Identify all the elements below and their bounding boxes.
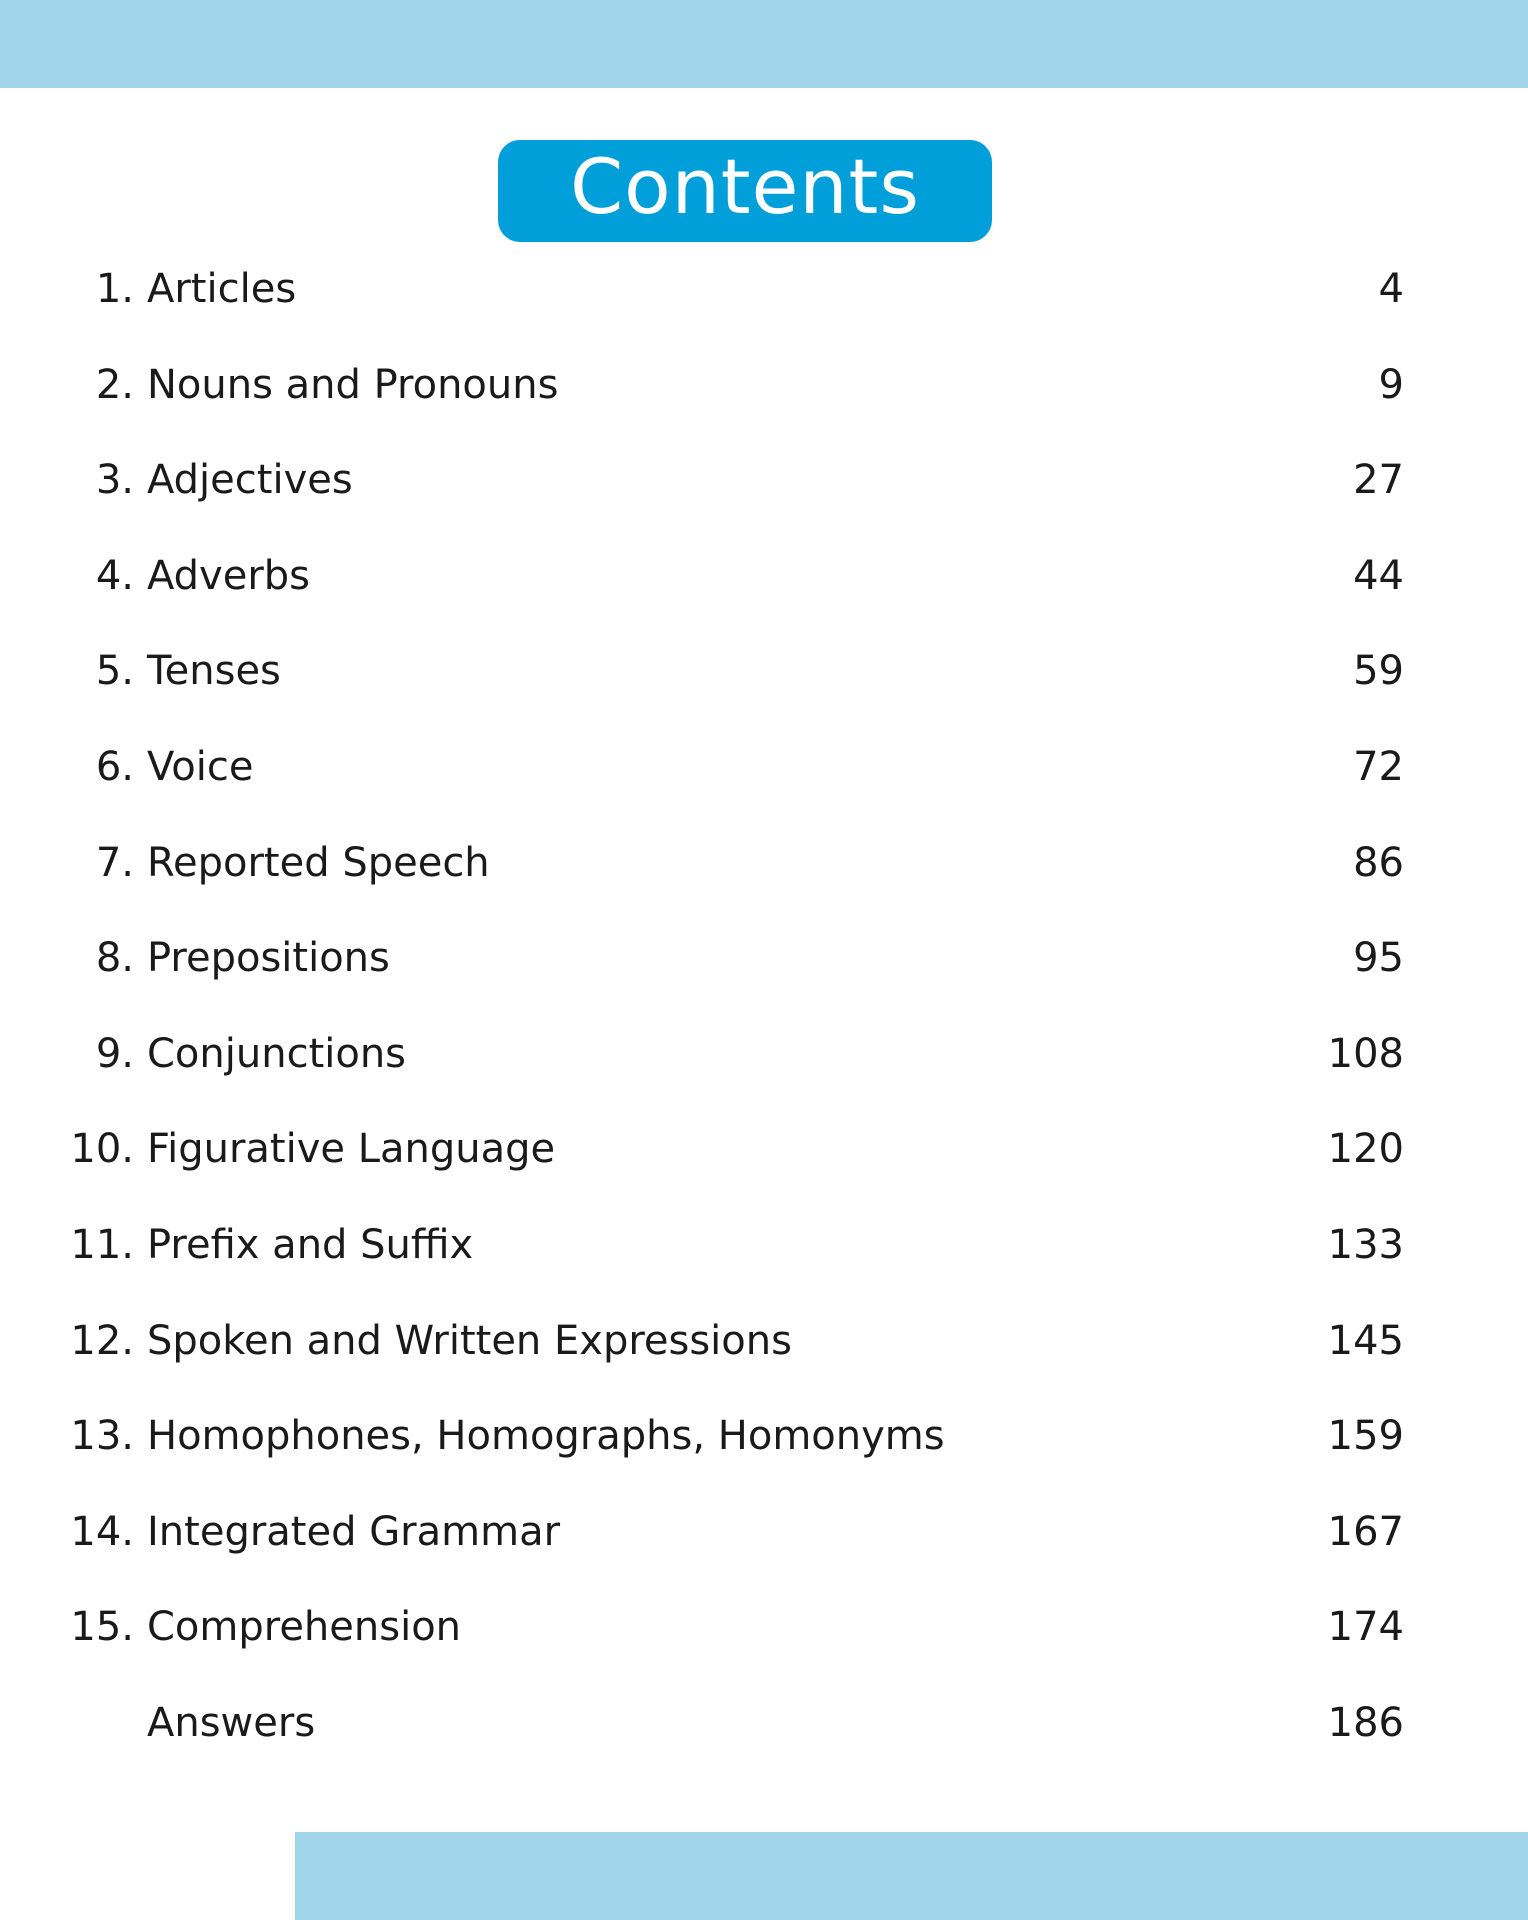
chapter-number: 14. (70, 1508, 134, 1555)
toc-entry[interactable] (0, 1294, 1528, 1390)
page-title: Contents (570, 142, 920, 231)
page-number: 133 (1327, 1221, 1404, 1268)
page-number: 9 (1378, 361, 1404, 408)
toc-entry[interactable] (0, 1485, 1528, 1581)
chapter-number: 9. (95, 1030, 134, 1077)
chapter-number: 7. (95, 839, 134, 886)
chapter-title: Integrated Grammar (147, 1508, 561, 1555)
chapter-number: 5. (95, 648, 134, 695)
chapter-title: Prefix and Suffix (147, 1221, 474, 1268)
chapter-number: 10. (70, 1126, 134, 1173)
chapter-title: Nouns and Pronouns (147, 361, 559, 408)
chapter-title: Conjunctions (147, 1030, 407, 1077)
chapter-number: 11. (70, 1221, 134, 1268)
chapter-title: Comprehension (147, 1604, 462, 1651)
toc-entry[interactable] (0, 624, 1528, 720)
page-number: 86 (1353, 839, 1404, 886)
chapter-title: Reported Speech (147, 839, 490, 886)
chapter-title: Adverbs (147, 552, 311, 599)
chapter-title: Adjectives (147, 457, 353, 504)
toc-entry[interactable] (0, 433, 1528, 529)
chapter-title: Figurative Language (147, 1126, 556, 1173)
toc-entry[interactable] (0, 1007, 1528, 1103)
chapter-number: 4. (95, 552, 134, 599)
page-number: 44 (1353, 552, 1404, 599)
toc-entry[interactable] (0, 1580, 1528, 1676)
page-number: 108 (1327, 1030, 1404, 1077)
page-number: 95 (1353, 935, 1404, 982)
chapter-title: Prepositions (147, 935, 390, 982)
toc-entry[interactable] (0, 720, 1528, 816)
chapter-title: Spoken and Written Expressions (147, 1317, 792, 1364)
page-number: 72 (1353, 743, 1404, 790)
toc-entry-answers[interactable] (0, 1676, 1528, 1772)
chapter-title: Voice (147, 743, 254, 790)
chapter-number: 13. (70, 1413, 134, 1460)
chapter-number: 2. (95, 361, 134, 408)
toc-entry[interactable] (0, 242, 1528, 338)
chapter-number: 12. (70, 1317, 134, 1364)
page-number: 174 (1327, 1604, 1404, 1651)
page-number: 120 (1327, 1126, 1404, 1173)
chapter-number: 1. (95, 266, 134, 312)
chapter-title: Tenses (147, 648, 281, 695)
page-number: 59 (1353, 648, 1404, 695)
toc-entry[interactable] (0, 911, 1528, 1007)
page-number: 167 (1327, 1508, 1404, 1555)
top-decorative-band (0, 0, 1528, 88)
chapter-title: Homophones, Homographs, Homonyms (147, 1413, 945, 1460)
page-number: 27 (1353, 457, 1404, 504)
toc-entry[interactable] (0, 1389, 1528, 1485)
chapter-number: 8. (95, 935, 134, 982)
page-number: 145 (1327, 1317, 1404, 1364)
toc-entry[interactable] (0, 1198, 1528, 1294)
toc-entry[interactable] (0, 338, 1528, 434)
toc-entry[interactable] (0, 816, 1528, 912)
page-number: 159 (1327, 1413, 1404, 1460)
chapter-number: 15. (70, 1604, 134, 1651)
chapter-number: 6. (95, 743, 134, 790)
bottom-decorative-band (295, 1832, 1528, 1920)
toc-entry[interactable] (0, 529, 1528, 625)
toc-entry[interactable] (0, 1102, 1528, 1198)
page-number: 4 (1378, 266, 1404, 312)
page-number: 186 (1327, 1699, 1404, 1746)
contents-title-banner (498, 140, 992, 242)
table-of-contents (0, 242, 1528, 1772)
chapter-number: 3. (95, 457, 134, 504)
chapter-title: Articles (147, 266, 297, 312)
chapter-title: Answers (147, 1699, 316, 1746)
